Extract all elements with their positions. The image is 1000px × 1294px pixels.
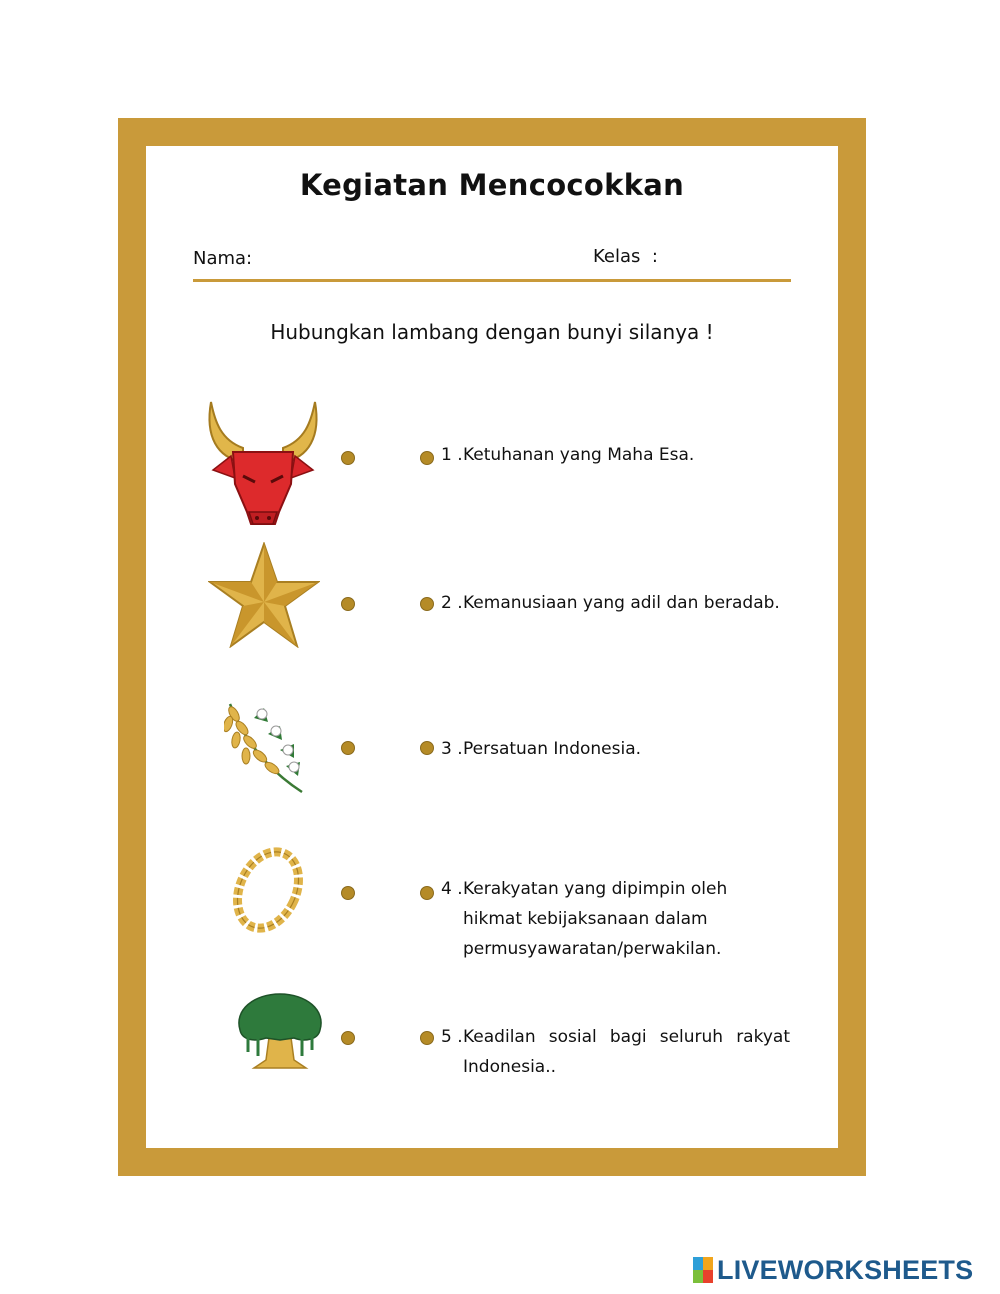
principle-item-4 bbox=[441, 874, 790, 964]
principle-dot-1[interactable] bbox=[420, 451, 434, 465]
principle-text-line3: permusyawaratan/perwakilan. bbox=[463, 939, 722, 959]
principle-number: 3 . bbox=[441, 739, 463, 759]
principle-text: Kerakyatan yang dipimpin oleh bbox=[463, 879, 728, 899]
symbol-dot-1[interactable] bbox=[341, 451, 355, 465]
principle-dot-5[interactable] bbox=[420, 1031, 434, 1045]
principle-item-3 bbox=[441, 734, 790, 764]
principle-number: 4 . bbox=[441, 879, 463, 899]
principle-dot-3[interactable] bbox=[420, 741, 434, 755]
worksheet-title: Kegiatan Mencocokkan bbox=[299, 168, 685, 202]
chain-icon bbox=[228, 844, 308, 936]
class-label: Kelas : bbox=[593, 246, 658, 267]
rice-cotton-icon bbox=[224, 700, 306, 796]
banyan-tree-icon bbox=[234, 990, 326, 1072]
brand-name: LIVEWORKSHEETS bbox=[717, 1254, 974, 1285]
principle-text: Persatuan Indonesia. bbox=[463, 739, 642, 759]
principle-item-5 bbox=[441, 1022, 790, 1082]
principle-text-line2: Indonesia.. bbox=[463, 1057, 557, 1077]
principle-dot-4[interactable] bbox=[420, 886, 434, 900]
star-icon bbox=[208, 542, 320, 648]
principle-text-line2: hikmat kebijaksanaan dalam bbox=[463, 909, 708, 929]
symbol-dot-3[interactable] bbox=[341, 741, 355, 755]
name-label: Nama: bbox=[193, 248, 253, 269]
principle-item-2 bbox=[441, 588, 790, 618]
principle-text: Keadilan sosial bagi seluruh rakyat bbox=[463, 1027, 790, 1047]
brand-badge-icon bbox=[693, 1257, 713, 1283]
header-divider bbox=[193, 279, 791, 282]
principle-dot-2[interactable] bbox=[420, 597, 434, 611]
principle-text: Ketuhanan yang Maha Esa. bbox=[463, 445, 695, 465]
principle-number: 2 . bbox=[441, 593, 463, 613]
principle-item-1 bbox=[441, 440, 790, 470]
bull-head-icon bbox=[203, 400, 323, 530]
instruction-text: Hubungkan lambang dengan bunyi silanya ! bbox=[270, 320, 714, 344]
liveworksheets-logo[interactable] bbox=[693, 1252, 973, 1288]
principle-number: 1 . bbox=[441, 445, 463, 465]
symbol-dot-4[interactable] bbox=[341, 886, 355, 900]
symbol-dot-5[interactable] bbox=[341, 1031, 355, 1045]
principle-number: 5 . bbox=[441, 1027, 463, 1047]
principle-text: Kemanusiaan yang adil dan beradab. bbox=[463, 593, 780, 613]
symbol-dot-2[interactable] bbox=[341, 597, 355, 611]
